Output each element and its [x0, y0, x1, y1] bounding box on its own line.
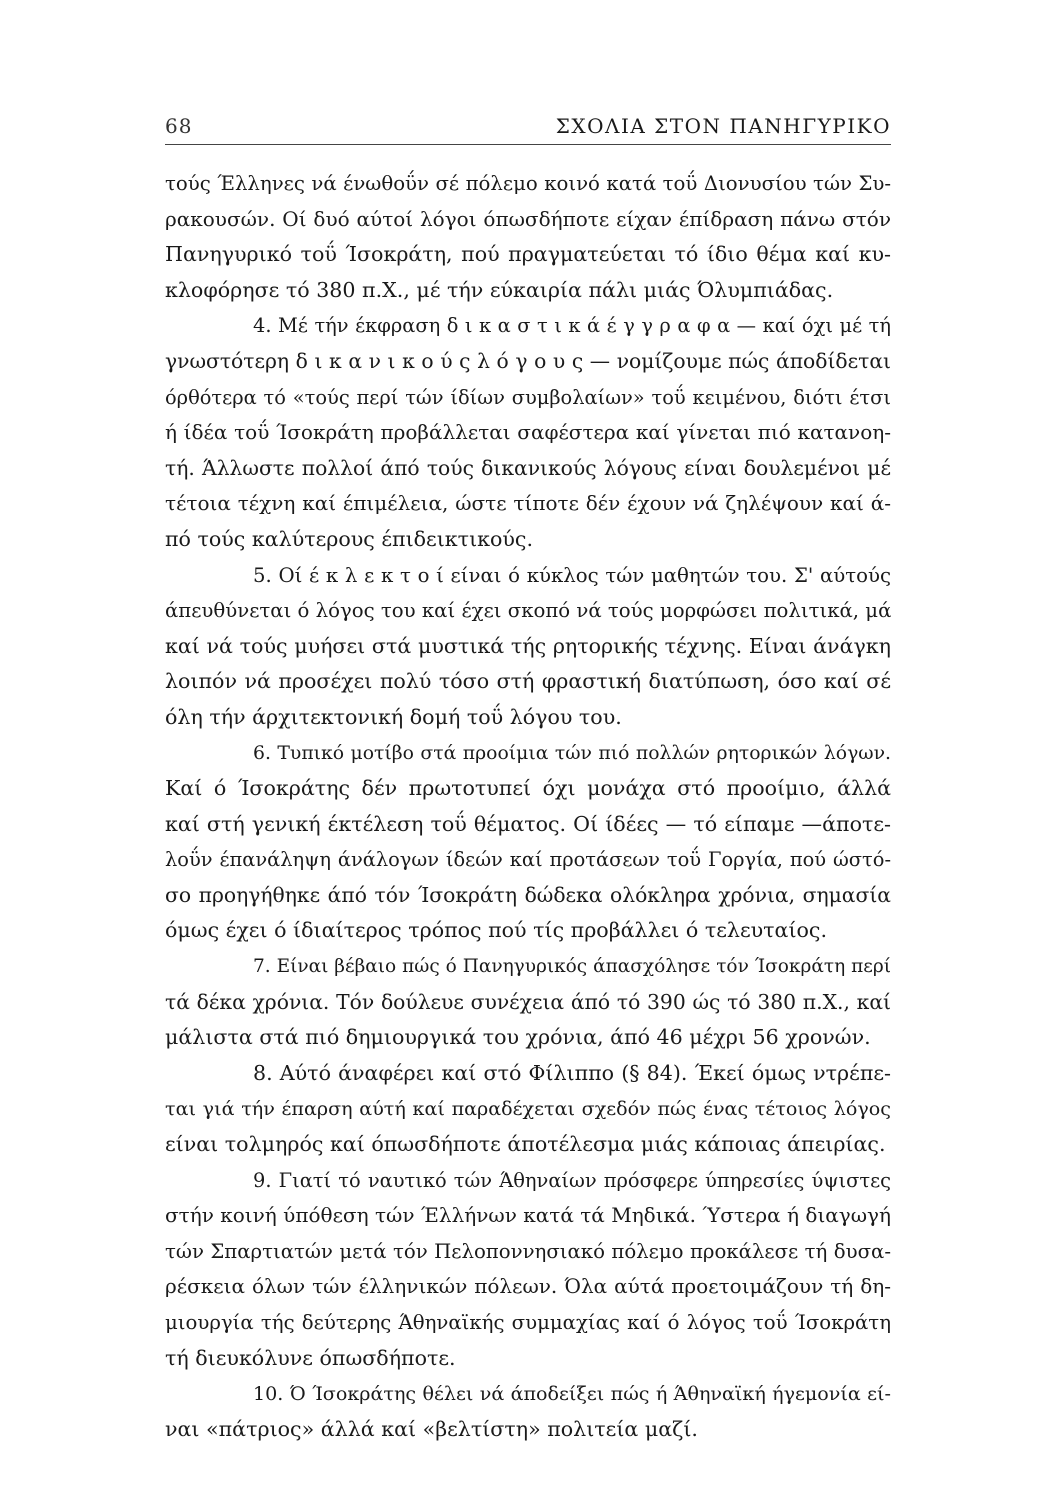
- text-line: τή. Άλλωστε πολλοί άπό τούς δικανικούς λόγους είναι δουλεμένοι μέ: [165, 455, 891, 480]
- text-line: 5. Οί έ κ λ ε κ τ ο ί είναι ό κύκλος τών μαθητών του. Σ' αύτούς: [253, 563, 891, 587]
- text-line: πό τούς καλύτερους έπιδεικτικούς.: [165, 526, 534, 551]
- text-line: τά δέκα χρόνια. Τόν δούλευε συνέχεια άπό τό 390 ώς τό 380 π.Χ., καί: [165, 989, 891, 1014]
- text-line: στήν κοινή ύπόθεση τών Έλλήνων κατά τά Μηδικά. Ύστερα ή διαγωγή: [165, 1203, 891, 1228]
- page-header: [165, 106, 891, 145]
- text-line: όλη τήν άρχιτεκτονική δομή τοΰ λόγου του.: [165, 704, 622, 729]
- text-line: σο προηγήθηκε άπό τόν Ίσοκράτη δώδεκα ολόκληρα χρόνια, σημασία: [165, 882, 891, 907]
- text-line: όμως έχει ό ίδιαίτερος τρόπος πού τίς προβάλλει ό τελευταίος.: [165, 918, 828, 943]
- body-text: [165, 166, 891, 1447]
- text-line: μάλιστα στά πιό δημιουργικά του χρόνια, άπό 46 μέχρι 56 χρονών.: [165, 1025, 871, 1050]
- text-line: άπευθύνεται ό λόγος του καί έχει σκοπό νά τούς μορφώσει πολιτικά, μά: [165, 599, 892, 623]
- text-line: τούς Έλληνες νά ένωθοΰν σέ πόλεμο κοινό κατά τοΰ Διονυσίου τών Συ-: [165, 172, 891, 195]
- text-line: ρακουσών. Οί δυό αύτοί λόγοι όπωσδήποτε είχαν έπίδραση πάνω στόν: [165, 206, 891, 231]
- text-line: ναι «πάτριος» άλλά καί «βελτίστη» πολιτεία μαζί.: [165, 1416, 698, 1441]
- text-line: τών Σπαρτιατών μετά τόν Πελοποννησιακό πόλεμο προκάλεσε τή δυσα-: [165, 1239, 891, 1263]
- text-line: ται γιά τήν έπαρση αύτή καί παραδέχεται σχεδόν πώς ένας τέτοιος λόγος: [165, 1097, 891, 1121]
- text-line: 7. Είναι βέβαιο πώς ό Πανηγυρικός άπασχόλησε τόν Ίσοκράτη περί: [253, 956, 891, 978]
- text-line: μιουργία τής δεύτερης Άθηναϊκής συμμαχίας καί ό λόγος τοΰ Ίσοκράτη: [165, 1311, 891, 1334]
- text-line: 8. Αύτό άναφέρει καί στό Φίλιππο (§ 84). Έκεί όμως ντρέπε-: [253, 1060, 891, 1085]
- text-line: ρέσκεια όλων τών έλληνικών πόλεων. Όλα αύτά προετοιμάζουν τή δη-: [165, 1274, 891, 1299]
- text-line: τέτοια τέχνη καί έπιμέλεια, ώστε τίποτε δέν έχουν νά ζηλέψουν καί ά-: [165, 491, 891, 516]
- text-line: ή ίδέα τοΰ Ίσοκράτη προβάλλεται σαφέστερα καί γίνεται πιό κατανοη-: [165, 420, 891, 445]
- text-line: Καί ό Ίσοκράτης δέν πρωτοτυπεί όχι μονάχα στό προοίμιο, άλλά: [165, 776, 891, 801]
- text-line: όρθότερα τό «τούς περί τών ίδίων συμβολαίων» τοΰ κειμένου, διότι έτσι: [165, 385, 891, 409]
- text-line: κλοφόρησε τό 380 π.Χ., μέ τήν εύκαιρία πάλι μιάς Όλυμπιάδας.: [165, 277, 834, 302]
- running-title: ΣΧΟΛΙΑ ΣΤΟΝ ΠΑΝΗΓΥΡΙΚΟ: [555, 114, 891, 138]
- text-line: είναι τολμηρός καί όπωσδήποτε άποτέλεσμα μιάς κάποιας άπειρίας.: [165, 1132, 886, 1157]
- text-line: τή διευκόλυνε όπωσδήποτε.: [165, 1345, 456, 1370]
- text-line: καί στή γενική έκτέλεση τοΰ θέματος. Οί ίδέες — τό είπαμε —άποτε-: [165, 811, 891, 836]
- text-line: 9. Γιατί τό ναυτικό τών Άθηναίων πρόσφερε ύπηρεσίες ύψιστες: [253, 1168, 891, 1192]
- text-line: λοιπόν νά προσέχει πολύ τόσο στή φραστική διατύπωση, όσο καί σέ: [165, 669, 891, 694]
- text-line: λοΰν έπανάληψη άνάλογων ίδεών καί προτάσεων τοΰ Γοργία, πού ώστό-: [165, 848, 891, 872]
- text-line: 4. Μέ τήν έκφραση δ ι κ α σ τ ι κ ά έ γ γ ρ α φ α — καί όχι μέ τή: [253, 314, 891, 338]
- text-line: Πανηγυρικό τοΰ Ίσοκράτη, πού πραγματεύεται τό ίδιο θέμα καί κυ-: [165, 242, 891, 267]
- text-line: 6. Τυπικό μοτίβο στά προοίμια τών πιό πολλών ρητορικών λόγων.: [253, 742, 891, 764]
- text-line: 10. Ό Ίσοκράτης θέλει νά άποδείξει πώς ή Άθηναϊκή ήγεμονία εί-: [253, 1382, 891, 1406]
- text-line: γνωστότερη δ ι κ α ν ι κ ο ύ ς λ ό γ ο υ ς — νομίζουμε πώς άποδίδεται: [165, 348, 891, 373]
- page-number: 68: [165, 114, 193, 138]
- text-line: καί νά τούς μυήσει στά μυστικά τής ρητορικής τέχνης. Είναι άνάγκη: [165, 633, 891, 658]
